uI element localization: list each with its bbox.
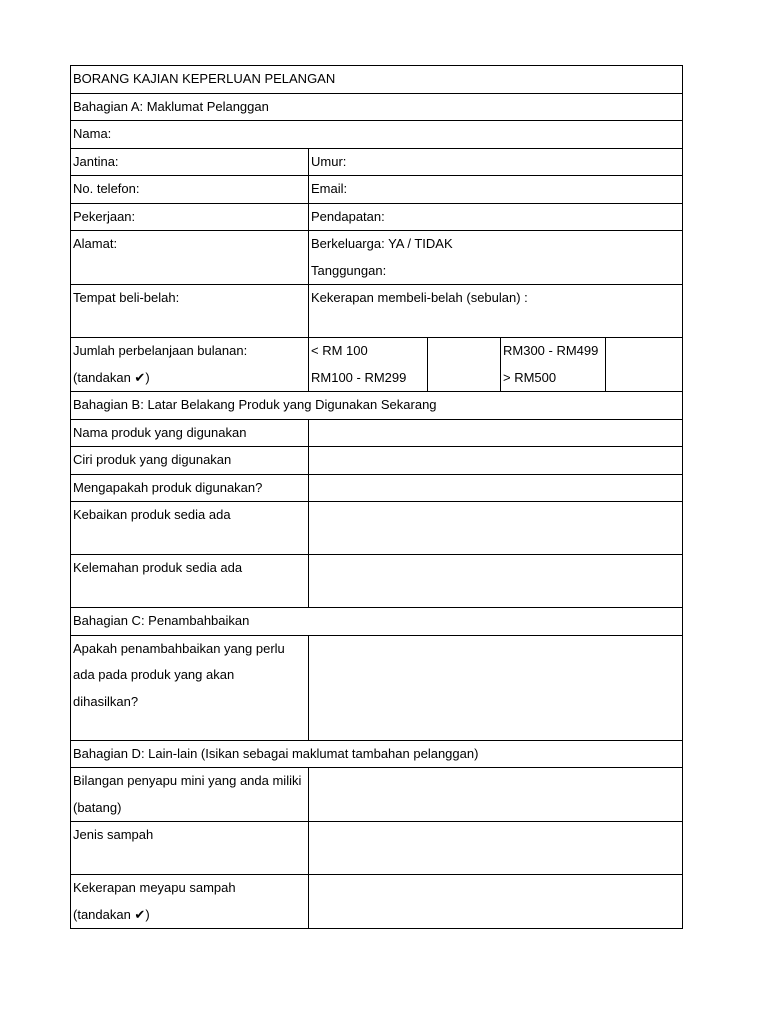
phone-field[interactable]: No. telefon: bbox=[71, 176, 309, 204]
improvement-label-line: dihasilkan? bbox=[73, 693, 139, 709]
sweep-frequency-label-line: (tandakan ✔) bbox=[73, 906, 150, 922]
section-b-heading: Bahagian B: Latar Belakang Produk yang Digunakan Sekarang bbox=[71, 392, 683, 420]
why-used-answer[interactable] bbox=[309, 474, 683, 502]
option-over-500: > RM500 bbox=[503, 369, 557, 385]
product-features-label: Ciri produk yang digunakan bbox=[71, 447, 309, 475]
improvement-label-line: ada pada produk yang akan bbox=[73, 667, 235, 682]
monthly-spending-label-cell bbox=[71, 338, 309, 392]
option-100-299: RM100 - RM299 bbox=[311, 369, 407, 385]
trash-type-label: Jenis sampah bbox=[71, 822, 309, 875]
tick-box-left[interactable] bbox=[428, 338, 501, 392]
sweep-frequency-answer[interactable] bbox=[309, 875, 683, 929]
tick-box-right[interactable] bbox=[606, 338, 683, 392]
shopping-place-field[interactable]: Tempat beli-belah: bbox=[71, 285, 309, 338]
strengths-answer[interactable] bbox=[309, 502, 683, 555]
occupation-field[interactable]: Pekerjaan: bbox=[71, 203, 309, 231]
improvement-answer[interactable] bbox=[309, 635, 683, 740]
section-c-heading: Bahagian C: Penambahbaikan bbox=[71, 608, 683, 636]
tick-note: (tandakan ✔) bbox=[73, 369, 150, 385]
married-field[interactable]: Berkeluarga: YA / TIDAK bbox=[311, 236, 453, 251]
product-name-label: Nama produk yang digunakan bbox=[71, 419, 309, 447]
broom-count-label-line: Bilangan penyapu mini yang anda miliki bbox=[73, 773, 302, 788]
broom-count-answer[interactable] bbox=[309, 768, 683, 822]
dependents-field[interactable]: Tanggungan: bbox=[311, 262, 387, 278]
spending-options-left bbox=[309, 338, 428, 392]
weaknesses-label: Kelemahan produk sedia ada bbox=[71, 555, 309, 608]
strengths-label: Kebaikan produk sedia ada bbox=[71, 502, 309, 555]
name-field[interactable]: Nama: bbox=[71, 121, 683, 149]
weaknesses-answer[interactable] bbox=[309, 555, 683, 608]
option-under-100: < RM 100 bbox=[311, 343, 368, 358]
sweep-frequency-label-line: Kekerapan meyapu sampah bbox=[73, 880, 236, 895]
section-a-heading: Bahagian A: Maklumat Pelanggan bbox=[71, 93, 683, 121]
survey-form-table bbox=[70, 65, 683, 929]
trash-type-answer[interactable] bbox=[309, 822, 683, 875]
product-features-answer[interactable] bbox=[309, 447, 683, 475]
broom-count-label-cell bbox=[71, 768, 309, 822]
gender-field[interactable]: Jantina: bbox=[71, 148, 309, 176]
address-field[interactable]: Alamat: bbox=[71, 231, 309, 285]
improvement-label-cell bbox=[71, 635, 309, 740]
income-field[interactable]: Pendapatan: bbox=[309, 203, 683, 231]
family-cell bbox=[309, 231, 683, 285]
email-field[interactable]: Email: bbox=[309, 176, 683, 204]
sweep-frequency-label-cell bbox=[71, 875, 309, 929]
improvement-label-line: Apakah penambahbaikan yang perlu bbox=[73, 640, 285, 656]
monthly-spending-label: Jumlah perbelanjaan bulanan: bbox=[73, 343, 248, 358]
form-title: BORANG KAJIAN KEPERLUAN PELANGAN bbox=[71, 66, 683, 94]
broom-count-label-line: (batang) bbox=[73, 799, 122, 815]
section-d-heading: Bahagian D: Lain-lain (Isikan sebagai maklumat tambahan pelanggan) bbox=[71, 740, 683, 768]
age-field[interactable]: Umur: bbox=[309, 148, 683, 176]
shopping-frequency-field[interactable]: Kekerapan membeli-belah (sebulan) : bbox=[309, 285, 683, 338]
option-300-499: RM300 - RM499 bbox=[503, 343, 599, 358]
spending-options-right bbox=[501, 338, 606, 392]
why-used-label: Mengapakah produk digunakan? bbox=[71, 474, 309, 502]
product-name-answer[interactable] bbox=[309, 419, 683, 447]
